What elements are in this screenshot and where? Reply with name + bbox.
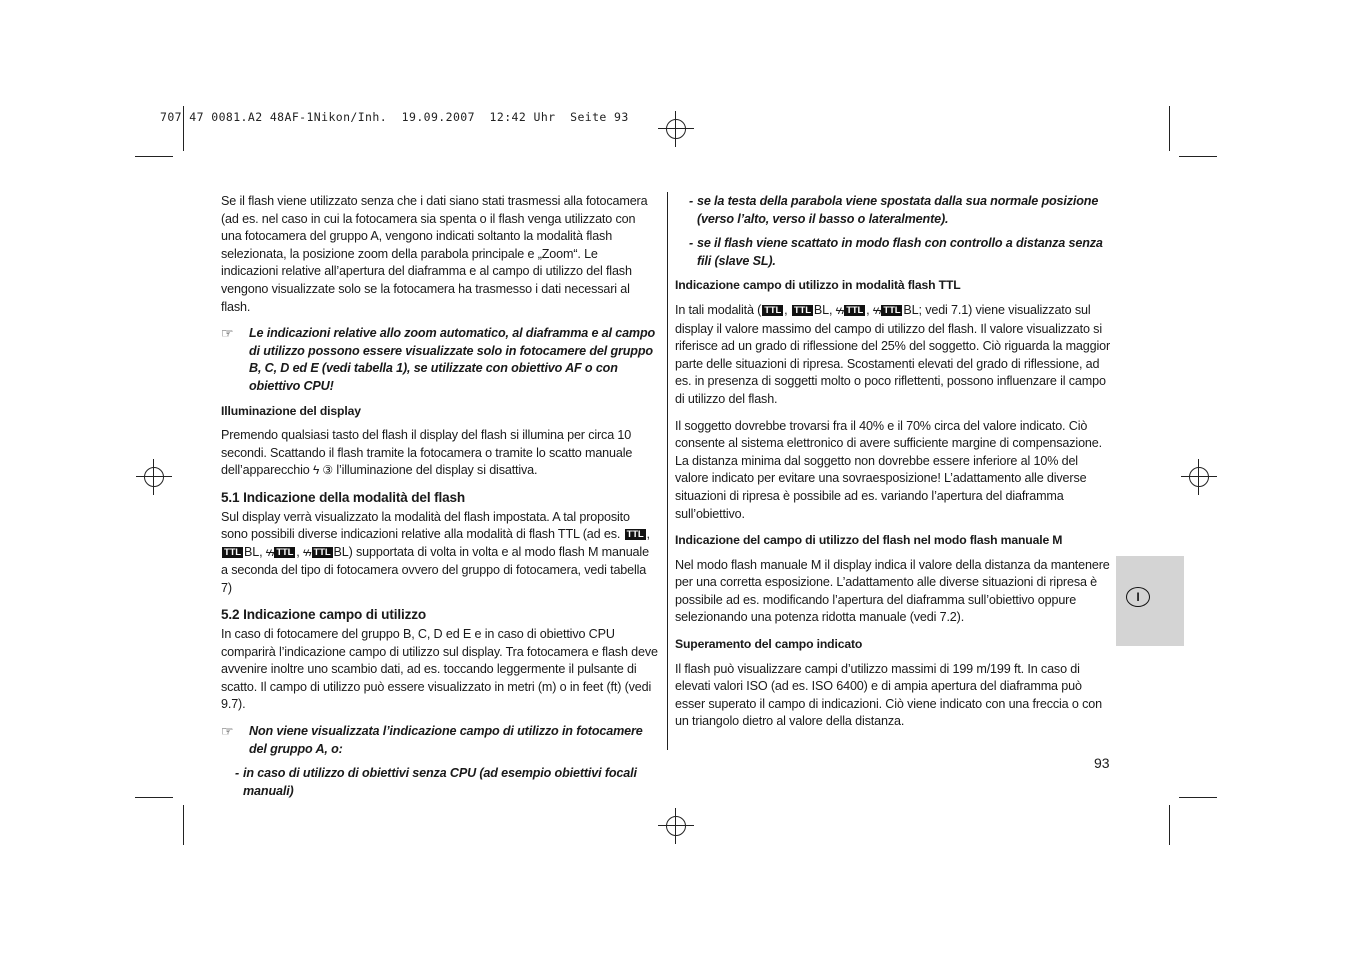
paragraph: Nel modo flash manuale M il display indica il valore della distanza da mantenere per una corretta esposizione. L’adattamento alle diverse situazioni di ripresa è possibile ad es. modificando l’apertura del diaframma sull’obiettivo oppure selezionando una potenza ridotta manuale (vedi 7.2). [675, 557, 1110, 625]
note-item [221, 325, 658, 395]
paragraph: Il flash può visualizzare campi d’utilizzo massimi di 199 m/199 ft. In caso di elevati valori ISO (ad es. ISO 6400) e di ampia apertura del diaframma può esser superato il campo di indicazioni. Ciò viene indicato con una freccia o con un triangolo dietro al valore della distanza. [675, 661, 1102, 729]
crop-mark [1169, 106, 1170, 151]
crop-mark [135, 797, 173, 798]
page-number: 93 [1094, 755, 1110, 771]
paragraph: Il soggetto dovrebbe trovarsi fra il 40% e il 70% circa del valore indicato. Ciò consente al sistema elettronico di avere sufficiente margine di compensazione. La distanza minima dal soggetto non dovrebbe essere inferiore al 10% del valore indicato per evitare una sovraesposizione! L’adattamento alle diverse situazioni di ripresa è possibile ad es. variando l’apertura del diaframma sull’obiettivo. [675, 418, 1102, 521]
dash-bullet: - [689, 236, 694, 251]
paragraph: In caso di fotocamere del gruppo B, C, D ed E e in caso di obiettivo CPU comparirà l’indicazione campo di utilizzo sul display. Tra fotocamera e flash deve avvenire inoltre uno scambio dati, ad es. toccando leggermente il pulsante di scatto. Il campo di utilizzo può essere visualizzato in metri (m) o in feet (ft) (vedi 9.7). [221, 627, 658, 712]
ttl-icon: TTL [626, 529, 644, 541]
registration-mark-left [136, 459, 172, 495]
left-column [221, 193, 658, 807]
subheading: Superamento del campo indicato [675, 637, 863, 652]
dash-list-item [675, 235, 1114, 270]
pointing-hand-icon: ☞ [221, 723, 234, 740]
dash-list-item [221, 765, 658, 800]
double-bolt-icon: ϟϟ [872, 305, 881, 316]
crop-mark [1179, 797, 1217, 798]
ttl-icon: TTL [793, 304, 811, 316]
ttl-icon: TTL [276, 546, 294, 558]
paragraph [221, 509, 658, 598]
language-tab-label: I [1126, 587, 1150, 607]
subheading: Indicazione campo di utilizzo in modalità flash TTL [675, 278, 961, 293]
text-span: BL; vedi 7.1) viene visualizzato sul display il valore massimo del campo di utilizzo del flash. Il valore visualizzato si riferisce ad un grado di riflessione del 25% del soggetto. Ciò riguarda la maggior parte delle situazioni di ripresa. Scostamenti elevati del grado di riflessione, ad es. in presenza di soggetti molto o poco riflettenti, possono influenzare il campo di utilizzo del flash. [675, 302, 1111, 406]
ttl-icon: TTL [224, 546, 241, 558]
flash-button-icon: ϟ ③ [312, 463, 333, 478]
print-slug: 707 47 0081.A2 48AF-1Nikon/Inh. 19.09.2007 12:42 Uhr Seite 93 [160, 110, 629, 124]
note-text: Non viene visualizzata l’indicazione campo di utilizzo in fotocamere del gruppo A, o: [249, 724, 643, 756]
dash-bullet: - [689, 194, 694, 208]
crop-mark [1179, 156, 1217, 157]
ttl-icon: TTL [313, 546, 331, 558]
crop-mark [183, 805, 184, 845]
ttl-icon: TTL [846, 304, 864, 316]
list-text: se il flash viene scattato in modo flash con controllo a distanza senza fili (slave SL). [697, 236, 1103, 268]
crop-mark [1169, 805, 1170, 845]
column-divider [667, 192, 668, 750]
pointing-hand-icon: ☞ [221, 325, 234, 342]
dash-bullet: - [235, 766, 240, 781]
subheading: Illuminazione del display [221, 403, 361, 418]
text-span: , [784, 302, 788, 317]
crop-mark [135, 156, 173, 157]
subheading: Indicazione del campo di utilizzo del flash nel modo flash manuale M [675, 533, 1063, 548]
text-span: BL) supportata di volta in volta e al modo flash M manuale a seconda del tipo di fotocamera ovvero del gruppo di fotocamera, vedi tabella 7) [221, 544, 649, 595]
text-span: , [646, 527, 650, 542]
dash-list-item [675, 193, 1114, 228]
text-span: Sul display verrà visualizzato la modalità del flash impostata. A tal proposito sono possibili diverse indicazioni relative alla modalità di flash TTL (ad es. [221, 509, 630, 542]
registration-mark-right [1181, 459, 1217, 495]
paragraph [675, 302, 1114, 409]
note-text: Le indicazioni relative allo zoom automatico, al diaframma e al campo di utilizzo possono essere visualizzate solo in fotocamere del gruppo B, C, D ed E (vedi tabella 1), se utilizzate con obiettivo AF o con obiettivo CPU! [249, 326, 656, 393]
section-heading: 5.2 Indicazione campo di utilizzo [221, 607, 427, 623]
note-item [221, 723, 658, 758]
text-span: BL, [813, 302, 833, 317]
text-span: BL, [243, 544, 263, 559]
registration-mark-bottom [658, 808, 694, 844]
paragraph: Se il flash viene utilizzato senza che i dati siano stati trasmessi alla fotocamera (ad es. nel caso in cui la fotocamera sia spenta o il flash venga utilizzato con una fotocamera del gruppo A, vengono indicati soltanto la modalità flash selezionata, la posizione zoom della parabola principale e „Zoom“. Le indicazioni relative all’apertura del diaframma e al campo di utilizzo del flash vengono visualizzate solo se la fotocamera ha trasmesso i dati necessari al flash. [221, 194, 648, 314]
double-bolt-icon: ϟϟ [265, 547, 274, 558]
list-text: in caso di utilizzo di obiettivi senza CPU (ad esempio obiettivi focali manuali) [243, 766, 637, 798]
double-bolt-icon: ϟϟ [835, 305, 844, 316]
text-span: Premendo qualsiasi tasto del flash il display del flash si illumina per circa 10 secondi. Scattando il flash tramite la fotocamera o tramite lo scatto manuale dell’apparecchio [221, 428, 633, 478]
text-span: , [296, 544, 300, 559]
registration-mark-top [658, 111, 694, 147]
double-bolt-icon: ϟϟ [303, 547, 311, 558]
ttl-icon: TTL [764, 304, 782, 316]
list-text: se la testa della parabola viene spostata dalla sua normale posizione (verso l’alto, verso il basso o lateralmente). [697, 194, 1099, 226]
text-span: l’illuminazione del display si disattiva. [336, 463, 538, 478]
paragraph [221, 427, 658, 480]
section-heading: 5.1 Indicazione della modalità del flash [221, 489, 466, 505]
right-column [675, 193, 1114, 740]
text-span: In tali modalità ( [675, 302, 762, 317]
text-span: , [866, 302, 870, 317]
ttl-icon: TTL [883, 304, 901, 316]
